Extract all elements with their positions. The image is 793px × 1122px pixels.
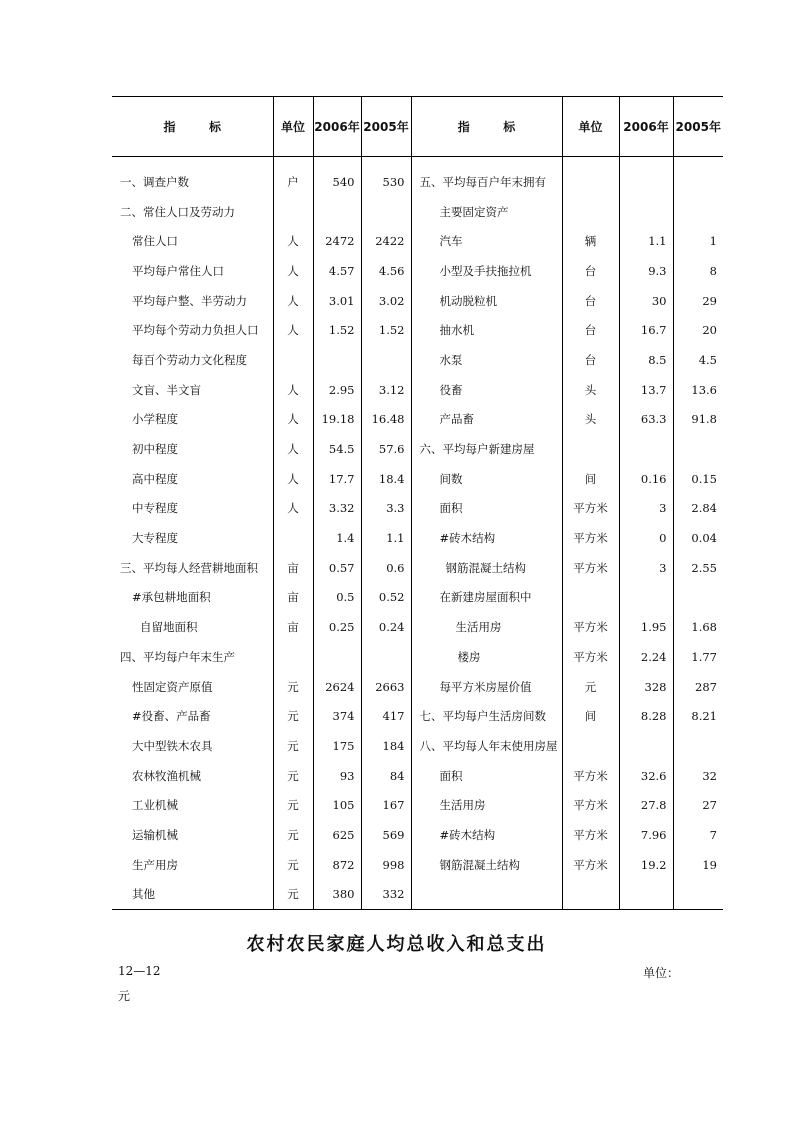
unit-cell [273,345,313,375]
value-2006-cell [619,434,673,464]
unit-cell: 元 [273,880,313,910]
unit-cell: 平方米 [562,850,619,880]
value-2006-cell: 3.01 [313,286,361,316]
value-2005-cell [673,434,723,464]
unit-cell: 平方米 [562,761,619,791]
value-2005-cell: 1.52 [361,315,411,345]
value-2006-cell: 2.24 [619,642,673,672]
section-title: 农村农民家庭人均总收入和总支出 [246,934,547,955]
right-indicator-cell: 钢筋混凝土结构 [411,553,562,583]
left-indicator-cell: #役畜、产品畜 [112,701,273,731]
table-row [112,850,723,880]
value-2006-cell: 380 [313,880,361,910]
value-2005-cell: 2.84 [691,501,717,516]
left-indicator-cell: 四、平均每户年末生产 [112,642,273,672]
table-row [112,790,723,820]
value-2006-cell: 27.8 [619,790,673,820]
table-number: 12—12 [118,964,161,978]
unit-cell: 平方米 [562,553,619,583]
unit-cell: 亩 [273,583,313,613]
table-row [112,286,723,316]
unit-cell: 平方米 [562,790,619,820]
unit-cell [273,197,313,227]
unit-cell: 间 [562,701,619,731]
right-indicator-cell: 抽水机 [411,315,562,345]
value-2006-cell: 374 [313,701,361,731]
unit-cell: 元 [273,701,313,731]
value-2005-cell: 530 [361,157,411,197]
value-2006-cell: 13.7 [619,375,673,405]
right-indicator-cell: 钢筋混凝土结构 [411,850,562,880]
right-indicator-cell: 生活用房 [411,790,562,820]
right-indicator-cell: 汽车 [411,226,562,256]
value-2006-cell: 8.28 [619,701,673,731]
left-indicator-cell: 初中程度 [112,434,273,464]
unit-cell [562,157,619,197]
left-indicator-cell: 运输机械 [112,820,273,850]
table-row [112,672,723,702]
unit-cell [562,731,619,761]
left-indicator-cell: 大中型铁木农具 [112,731,273,761]
value-2006-cell: 3 [619,553,673,583]
value-2006-cell: 1.95 [619,612,673,642]
left-indicator-cell: 二、常住人口及劳动力 [112,197,273,227]
value-2005-cell: 32 [702,768,717,783]
right-indicator-cell: 水泵 [411,345,562,375]
left-indicator-cell: 平均每个劳动力负担人口 [112,315,273,345]
unit-cell: 元 [273,820,313,850]
right-indicator-cell: 生活用房 [411,612,562,642]
table-row [112,642,723,672]
table-row [112,583,723,613]
right-indicator-cell: 六、平均每户新建房屋 [411,434,562,464]
left-indicator-cell: 中专程度 [112,494,273,524]
unit-cell [562,434,619,464]
value-2005-cell: 8 [709,263,717,278]
value-2006-cell: 93 [313,761,361,791]
value-2006-cell [313,197,361,227]
unit-cell: 平方米 [562,494,619,524]
unit-cell [562,197,619,227]
value-2006-cell: 9.3 [619,256,673,286]
right-indicator-cell: 在新建房屋面积中 [411,583,562,613]
unit-cell: 人 [273,405,313,435]
value-2005-cell [361,642,411,672]
value-2006-cell: 1.4 [313,523,361,553]
value-2005-cell: 20 [702,323,717,338]
value-2005-cell [673,583,723,613]
value-2005-cell: 8.21 [691,709,717,724]
unit-cell: 人 [273,375,313,405]
value-2005-cell: 569 [361,820,411,850]
unit-cell: 平方米 [562,523,619,553]
table-header-row [112,97,723,157]
unit-cell: 元 [273,850,313,880]
value-2005-cell [361,345,411,375]
right-indicator-cell: 间数 [411,464,562,494]
right-indicator-cell: 七、平均每户生活房间数 [411,701,562,731]
value-2005-cell: 3.02 [361,286,411,316]
unit-cell: 人 [273,226,313,256]
value-2006-cell: 7.96 [619,820,673,850]
unit-cell: 平方米 [562,612,619,642]
table-row [112,345,723,375]
unit-cell: 亩 [273,612,313,642]
value-2006-cell: 175 [313,731,361,761]
value-2005-cell: 13.6 [691,382,717,397]
value-2005-cell: 19 [702,857,717,872]
left-indicator-cell: 农林牧渔机械 [112,761,273,791]
unit-cell: 元 [273,790,313,820]
value-2005-cell: 27 [702,798,717,813]
unit-cell [273,642,313,672]
value-2005-cell: 3.12 [361,375,411,405]
table-row [112,197,723,227]
unit-cell: 台 [562,256,619,286]
value-2006-cell: 872 [313,850,361,880]
value-2005-cell: 0.6 [361,553,411,583]
value-2006-cell: 3.32 [313,494,361,524]
table-row [112,434,723,464]
unit-cell [562,880,619,910]
unit-cell: 台 [562,286,619,316]
unit-cell: 头 [562,405,619,435]
unit-cell: 间 [562,464,619,494]
value-2006-cell [313,642,361,672]
unit-cell: 台 [562,315,619,345]
right-indicator-cell: 小型及手扶拖拉机 [411,256,562,286]
table-row [112,315,723,345]
value-2005-cell: 2422 [361,226,411,256]
value-2006-cell: 8.5 [619,345,673,375]
unit-cell: 人 [273,256,313,286]
table-row [112,701,723,731]
unit-cell: 元 [273,672,313,702]
left-indicator-cell: 小学程度 [112,405,273,435]
right-indicator-cell: 每平方米房屋价值 [411,672,562,702]
left-indicator-cell: 一、调查户数 [112,157,273,197]
unit-cell: 平方米 [562,820,619,850]
unit-cell: 平方米 [562,642,619,672]
unit-cell: 辆 [562,226,619,256]
value-2005-cell: 4.56 [361,256,411,286]
value-2006-cell: 105 [313,790,361,820]
value-2006-cell: 19.2 [619,850,673,880]
value-2006-cell: 4.57 [313,256,361,286]
value-2006-cell: 0 [619,523,673,553]
header-2006: 2006年 [619,97,673,157]
right-indicator-cell: 役畜 [411,375,562,405]
table-row [112,464,723,494]
value-2006-cell: 2.95 [313,375,361,405]
table-row [112,157,723,197]
table-row [112,226,723,256]
left-indicator-cell: 生产用房 [112,850,273,880]
value-2006-cell: 32.6 [619,761,673,791]
right-indicator-cell: 五、平均每百户年末拥有 [411,157,562,197]
unit-label: 单位： [643,966,680,980]
unit-cell: 头 [562,375,619,405]
value-2005-cell: 18.4 [361,464,411,494]
left-indicator-cell: 每百个劳动力文化程度 [112,345,273,375]
value-2005-cell: 332 [361,880,411,910]
statistics-table [112,96,723,910]
value-2006-cell: 625 [313,820,361,850]
left-indicator-cell: 三、平均每人经营耕地面积 [112,553,273,583]
value-2005-cell [673,880,723,910]
left-indicator-cell: 文盲、半文盲 [112,375,273,405]
unit-cell: 人 [273,464,313,494]
value-2005-cell: 167 [361,790,411,820]
value-2006-cell: 30 [619,286,673,316]
value-2005-cell: 29 [702,293,717,308]
value-2005-cell: 0.52 [361,583,411,613]
value-2006-cell: 16.7 [619,315,673,345]
header-indicator: 指 标 [411,97,562,157]
table-row [112,405,723,435]
value-2005-cell [673,731,723,761]
right-indicator-cell: #砖木结构 [411,820,562,850]
value-2006-cell: 2624 [313,672,361,702]
value-2005-cell: 57.6 [361,434,411,464]
header-unit: 单位 [273,97,313,157]
left-indicator-cell: 性固定资产原值 [112,672,273,702]
left-indicator-cell: 自留地面积 [112,612,273,642]
value-2005-cell: 417 [361,701,411,731]
right-indicator-cell: 面积 [411,761,562,791]
value-2006-cell [619,583,673,613]
unit-cell: 人 [273,315,313,345]
left-indicator-cell: 常住人口 [112,226,273,256]
unit-cell: 亩 [273,553,313,583]
header-unit: 单位 [562,97,619,157]
right-indicator-cell: 主要固定资产 [411,197,562,227]
value-2005-cell [673,157,723,197]
unit-cell: 户 [273,157,313,197]
unit-cell: 元 [273,761,313,791]
value-2005-cell: 0.04 [691,531,717,546]
value-2005-cell [361,197,411,227]
left-indicator-cell: 平均每户整、半劳动力 [112,286,273,316]
left-indicator-cell: #承包耕地面积 [112,583,273,613]
value-2006-cell: 0.25 [313,612,361,642]
value-2006-cell [619,157,673,197]
table-row [112,375,723,405]
value-2006-cell: 3 [619,494,673,524]
value-2005-cell: 184 [361,731,411,761]
table-row [112,731,723,761]
unit-cell: 人 [273,286,313,316]
value-2005-cell: 0.15 [691,471,717,486]
value-2005-cell [673,197,723,227]
header-2005: 2005年 [361,97,411,157]
right-indicator-cell: 八、平均每人年末使用房屋 [411,731,562,761]
value-2005-cell: 1.68 [691,620,717,635]
value-2006-cell: 17.7 [313,464,361,494]
unit-cell: 人 [273,494,313,524]
value-2005-cell: 1 [709,234,717,249]
table-row [112,612,723,642]
value-2006-cell [313,345,361,375]
value-2006-cell: 19.18 [313,405,361,435]
table-row [112,523,723,553]
value-2006-cell [619,197,673,227]
value-2006-cell: 0.5 [313,583,361,613]
header-indicator: 指 标 [112,97,273,157]
value-2006-cell: 540 [313,157,361,197]
right-indicator-cell: 面积 [411,494,562,524]
unit-value: 元 [118,989,131,1003]
right-indicator-cell: 楼房 [411,642,562,672]
value-2005-cell: 84 [361,761,411,791]
value-2006-cell [619,731,673,761]
value-2005-cell: 4.5 [698,352,717,367]
value-2005-cell: 1.77 [691,649,717,664]
value-2006-cell: 1.1 [619,226,673,256]
unit-cell: 人 [273,434,313,464]
value-2005-cell: 998 [361,850,411,880]
unit-cell [562,583,619,613]
value-2005-cell: 3.3 [361,494,411,524]
value-2005-cell: 2.55 [691,560,717,575]
right-indicator-cell: #砖木结构 [411,523,562,553]
value-2005-cell: 0.24 [361,612,411,642]
table-row [112,494,723,524]
unit-cell: 台 [562,345,619,375]
value-2006-cell: 0.16 [619,464,673,494]
right-indicator-cell [411,880,562,910]
value-2005-cell: 2663 [361,672,411,702]
value-2006-cell: 54.5 [313,434,361,464]
left-indicator-cell: 平均每户常住人口 [112,256,273,286]
value-2005-cell: 91.8 [691,412,717,427]
table-row [112,761,723,791]
value-2005-cell: 7 [709,827,717,842]
value-2005-cell: 1.1 [361,523,411,553]
value-2006-cell [619,880,673,910]
table-row [112,880,723,910]
right-indicator-cell: 机动脱粒机 [411,286,562,316]
unit-cell: 元 [562,672,619,702]
header-2006: 2006年 [313,97,361,157]
value-2006-cell: 328 [619,672,673,702]
table-row [112,256,723,286]
value-2005-cell: 287 [695,679,717,694]
value-2006-cell: 2472 [313,226,361,256]
value-2006-cell: 63.3 [619,405,673,435]
value-2006-cell: 0.57 [313,553,361,583]
right-indicator-cell: 产品畜 [411,405,562,435]
unit-cell [273,523,313,553]
left-indicator-cell: 工业机械 [112,790,273,820]
table-row [112,553,723,583]
left-indicator-cell: 高中程度 [112,464,273,494]
value-2005-cell: 16.48 [361,405,411,435]
left-indicator-cell: 大专程度 [112,523,273,553]
header-2005: 2005年 [673,97,723,157]
table-row [112,820,723,850]
unit-cell: 元 [273,731,313,761]
value-2006-cell: 1.52 [313,315,361,345]
left-indicator-cell: 其他 [112,880,273,910]
